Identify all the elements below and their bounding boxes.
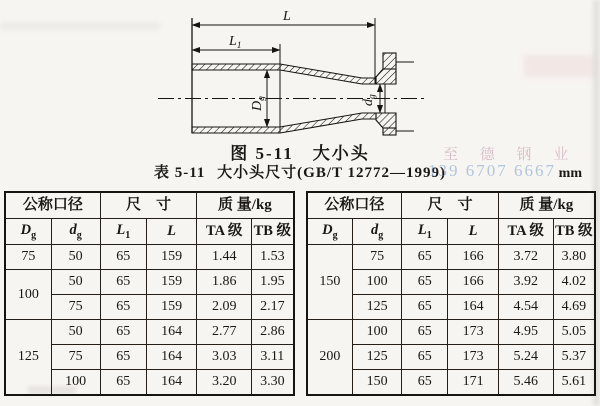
col-header-TB: TB 级 <box>553 219 595 245</box>
table-cell: 3.30 <box>252 370 294 396</box>
table-cell: 3.11 <box>252 345 294 370</box>
header-mass: 质 量/kg <box>498 192 595 219</box>
table-cell: 2.86 <box>252 320 294 345</box>
col-header-dg: $d_g$ <box>353 219 402 245</box>
table-cell: 100 <box>353 320 402 345</box>
table-cell: 159 <box>146 270 196 295</box>
table-cell: 166 <box>448 270 498 295</box>
bell-mouth-bottom <box>376 113 396 128</box>
table-row <box>5 270 294 295</box>
table-cell: 150 <box>353 370 402 396</box>
table-cell: 5.24 <box>498 345 553 370</box>
table-cell: 164 <box>448 295 498 320</box>
table-cell: 65 <box>402 270 448 295</box>
cell-nominal-Dg: 150 <box>307 245 353 320</box>
table-cell: 100 <box>51 370 100 396</box>
dim-label-dg: dg <box>361 94 378 106</box>
table-cell: 65 <box>100 370 146 396</box>
table-cell: 50 <box>51 245 100 270</box>
cell-nominal-Dg: 100 <box>5 270 51 320</box>
table-cell: 75 <box>51 295 100 320</box>
table-number: 表 5-11 <box>154 165 206 181</box>
col-header-Dg: $D_g$ <box>5 219 51 245</box>
spec-table-left <box>4 191 295 396</box>
table-cell: 100 <box>353 270 402 295</box>
table-cell: 3.20 <box>197 370 252 396</box>
table-cell: 5.05 <box>553 320 595 345</box>
col-header-TA: TA 级 <box>498 219 553 245</box>
col-header-Dg: $D_g$ <box>307 219 353 245</box>
col-header-dg: $d_g$ <box>51 219 100 245</box>
header-mass: 质 量/kg <box>197 192 294 219</box>
bell-foot-bottom <box>383 128 396 135</box>
table-cell: 1.95 <box>252 270 294 295</box>
table-cell: 1.86 <box>197 270 252 295</box>
table-row <box>307 320 596 345</box>
figure-caption: 图 5-11 大小头 <box>230 144 370 163</box>
table-cell: 3.92 <box>498 270 553 295</box>
table-cell: 5.46 <box>498 370 553 396</box>
table-cell: 50 <box>51 320 100 345</box>
table-cell: 3.72 <box>498 245 553 270</box>
table-cell: 171 <box>448 370 498 396</box>
watermark-phone: 139 6707 6667 <box>428 161 556 180</box>
table-cell: 65 <box>100 295 146 320</box>
table-cell: 2.17 <box>252 295 294 320</box>
reducer-technical-drawing <box>0 0 600 140</box>
table-row <box>5 245 294 270</box>
table-cell: 166 <box>448 245 498 270</box>
spec-table-right <box>306 191 597 396</box>
table-cell: 65 <box>402 345 448 370</box>
table-row <box>307 245 596 270</box>
table-row <box>5 320 294 345</box>
table-cell: 173 <box>448 345 498 370</box>
table-cell: 65 <box>402 295 448 320</box>
bell-mouth-top <box>376 69 396 84</box>
col-header-L1: $L_1$ <box>402 219 448 245</box>
table-cell: 1.44 <box>197 245 252 270</box>
table-title <box>0 161 600 182</box>
table-cell: 159 <box>146 245 196 270</box>
spec-tables <box>4 191 596 396</box>
table-cell: 65 <box>100 245 146 270</box>
cell-nominal-Dg: 125 <box>5 320 51 396</box>
header-nominal-diameter: 公称口径 <box>307 192 402 219</box>
header-size: 尺 寸 <box>100 192 197 219</box>
table-cell: 75 <box>353 245 402 270</box>
table-cell: 173 <box>448 320 498 345</box>
unit-label: mm <box>558 166 582 181</box>
col-header-L1: $L_1$ <box>100 219 146 245</box>
table-cell: 65 <box>100 345 146 370</box>
table-cell: 65 <box>100 320 146 345</box>
header-size: 尺 寸 <box>402 192 499 219</box>
watermark-company: 至 德 钢 业 <box>443 147 578 163</box>
table-cell: 65 <box>402 245 448 270</box>
cell-nominal-Dg: 200 <box>307 320 353 396</box>
table-cell: 5.37 <box>553 345 595 370</box>
dim-label-L1: $L_1$ <box>229 34 242 51</box>
table-cell: 159 <box>146 295 196 320</box>
pipe-bottom-wall <box>192 113 376 133</box>
header-nominal-diameter: 公称口径 <box>5 192 100 219</box>
table-cell: 4.95 <box>498 320 553 345</box>
table-cell: 50 <box>51 270 100 295</box>
table-cell: 4.02 <box>553 270 595 295</box>
col-header-L: L <box>448 219 498 245</box>
table-cell: 65 <box>402 370 448 396</box>
table-cell: 5.61 <box>553 370 595 396</box>
table-cell: 3.80 <box>553 245 595 270</box>
bell-cap-top <box>383 53 396 69</box>
table-cell: 125 <box>353 345 402 370</box>
pipe-top-wall <box>192 64 376 84</box>
table-title-text: 大小头尺寸(GB/T 12772—1999) <box>217 165 446 181</box>
table-cell: 75 <box>51 345 100 370</box>
table-cell: 164 <box>146 345 196 370</box>
col-header-TB: TB 级 <box>252 219 294 245</box>
cell-nominal-Dg: 75 <box>5 245 51 270</box>
table-cell: 65 <box>402 320 448 345</box>
table-cell: 125 <box>353 295 402 320</box>
table-cell: 2.09 <box>197 295 252 320</box>
table-cell: 164 <box>146 370 196 396</box>
table-cell: 2.77 <box>197 320 252 345</box>
table-cell: 164 <box>146 320 196 345</box>
table-cell: 1.53 <box>252 245 294 270</box>
col-header-TA: TA 级 <box>197 219 252 245</box>
table-cell: 3.03 <box>197 345 252 370</box>
table-cell: 65 <box>100 270 146 295</box>
table-cell: 4.54 <box>498 295 553 320</box>
dim-label-Dg: $D_g$ <box>250 96 267 111</box>
dim-label-L: L <box>283 9 291 24</box>
table-cell: 4.69 <box>553 295 595 320</box>
col-header-L: L <box>146 219 196 245</box>
